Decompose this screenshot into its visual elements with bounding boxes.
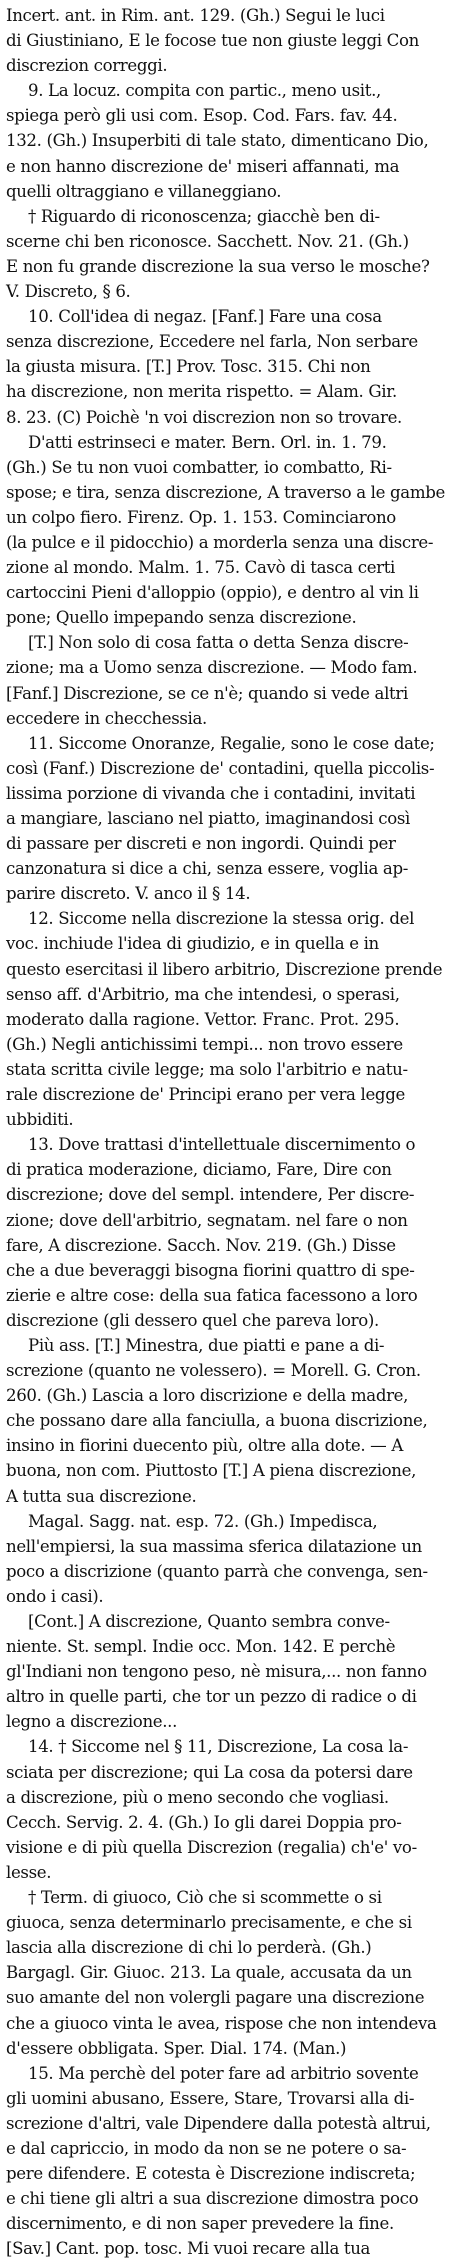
text-line: 12. Siccome nella discrezione la stessa orig. del [28, 909, 415, 929]
text-line: (Gh.) Negli antichissimi tempi... non trovo essere [6, 1034, 403, 1054]
text-line: discernimento, e di non saper prevedere la fine. [6, 2214, 394, 2234]
text-line: Incert. ant. in Rim. ant. 129. (Gh.) Segui le luci [6, 6, 385, 25]
text-line: [Cont.] A discrezione, Quanto sembra conve- [28, 1612, 390, 1631]
text-line: spose; e tira, senza discrezione, A traverso a le gambe [6, 482, 445, 502]
text-line: 14. † Siccome nel § 11, Discrezione, La cosa la- [28, 1737, 409, 1757]
text-line: D'atti estrinseci e mater. Bern. Orl. in. 1. 79. [28, 432, 387, 452]
text-line: zione al mondo. Malm. 1. 75. Cavò di tasca certi [6, 558, 396, 578]
text-line: legno a discrezione... [6, 1712, 178, 1732]
text-line: (Gh.) Se tu non vuoi combatter, io combatto, Ri- [6, 457, 392, 477]
text-line: zione; dove dell'arbitrio, segnatam. nel fare o non [6, 1210, 408, 1230]
text-line: rale discrezione de' Principi erano per vera legge [6, 1085, 405, 1105]
text-line: E non fu grande discrezione la sua verso le mosche? [6, 256, 430, 276]
text-line: 260. (Gh.) Lascia a loro discrizione e della madre, [6, 1386, 409, 1406]
text-line: insino in fiorini duecento più, oltre alla dote. — A [6, 1436, 403, 1456]
text-line: moderato dalla ragione. Vettor. Franc. Prot. 295. [6, 1009, 400, 1029]
text-line: senza discrezione, Eccedere nel farla, Non serbare [6, 332, 418, 352]
text-line: scerne chi ben riconosce. Sacchett. Nov. 21. (Gh.) [6, 231, 409, 251]
text-line: 8. 23. (C) Poichè 'n voi discrezion non so trovare. [6, 407, 402, 427]
text-line: Cecch. Servig. 2. 4. (Gh.) Io gli darei Doppia pro- [6, 1812, 402, 1832]
text-line: lascia alla discrezione di chi lo perderà. (Gh.) [6, 1938, 372, 1958]
text-line: 13. Dove trattasi d'intellettuale discernimento o [28, 1135, 416, 1155]
dictionary-column [6, 3, 465, 2261]
text-line: discrezione (gli dessero quel che pareva loro). [6, 1310, 379, 1330]
text-line: [T.] Non solo di cosa fatta o detta Senza discre- [28, 633, 409, 653]
text-line: suo amante del non volergli pagare una discrezione [6, 1988, 425, 2008]
text-line: canzonatura si dice a chi, senza essere, voglia ap- [6, 859, 409, 879]
text-line: 9. La locuz. compita con partic., meno usit., [28, 81, 381, 101]
text-line: di Giustiniano, E le focose tue non giuste leggi Con [6, 31, 419, 51]
text-line: pone; Quello impepando senza discrezione. [6, 608, 357, 628]
text-line: di passare per discreti e non ingordi. Quindi per [6, 834, 396, 854]
text-line: quelli oltraggiano e villaneggiano. [6, 181, 282, 201]
text-line: che a giuoco vinta le avea, rispose che non intendeva [6, 2013, 437, 2033]
text-line: V. Discreto, § 6. [6, 282, 131, 302]
text-line: gl'Indiani non tengono peso, nè misura,... non fanno [6, 1662, 427, 1682]
text-line: 11. Siccome Onoranze, Regalie, sono le cose date; [28, 733, 435, 753]
text-line: discrezion correggi. [6, 56, 168, 76]
text-line: 132. (Gh.) Insuperbiti di tale stato, dimenticano Dio, [6, 131, 429, 151]
text-line: † Riguardo di riconoscenza; giacchè ben di- [28, 206, 380, 226]
text-line: la giusta misura. [T.] Prov. Tosc. 315. Chi non [6, 357, 371, 377]
text-line: poco a discrizione (quanto parrà che convenga, sen- [6, 1561, 428, 1581]
text-line: lissima porzione di vivanda che i contadini, invitati [6, 783, 416, 803]
text-line: A tutta sua discrezione. [6, 1486, 197, 1506]
text-line: a mangiare, lasciano nel piatto, imaginandosi così [6, 809, 411, 828]
text-line: Bargagl. Gir. Giuoc. 213. La quale, accusata da un [6, 1963, 412, 1983]
text-line: altro in quelle parti, che tor un pezzo di radice o di [6, 1687, 417, 1707]
text-line: [Fanf.] Discrezione, se ce n'è; quando si vede altri [6, 683, 408, 703]
text-line: che possano dare alla fanciulla, a buona discrizione, [6, 1411, 428, 1431]
text-line: ha discrezione, non merita rispetto. = Alam. Gir. [6, 382, 397, 402]
text-line: a discrezione, più o meno secondo che vogliasi. [6, 1787, 389, 1807]
text-line: screzione (quanto ne volessero). = Morell. G. Cron. [6, 1361, 421, 1381]
text-line: (la pulce e il pidocchio) a morderla senza una discre- [6, 532, 434, 552]
text-line: lesse. [6, 1862, 52, 1882]
text-line: 15. Ma perchè del poter fare ad arbitrio sovente [28, 2063, 419, 2083]
text-line: visione e di più quella Discrezion (regalia) ch'e' vo- [6, 1837, 417, 1857]
text-line: un colpo fiero. Firenz. Op. 1. 153. Cominciarono [6, 507, 396, 527]
text-line: d'essere obbligata. Sper. Dial. 174. (Man.) [6, 2038, 347, 2058]
text-line: discrezione; dove del sempl. intendere, Per discre- [6, 1185, 415, 1205]
text-line: nell'empiersi, la sua massima sferica dilatazione un [6, 1536, 422, 1556]
text-line: eccedere in checchessia. [6, 708, 207, 728]
text-line: sciata per discrezione; qui La cosa da potersi dare [6, 1762, 413, 1782]
text-line: stata scritta civile legge; ma solo l'arbitrio e natu- [6, 1059, 408, 1079]
text-line: [Sav.] Cant. pop. tosc. Mi vuoi recare alla tua [6, 2239, 371, 2259]
text-line: pere difendere. E cotesta è Discrezione indiscreta; [6, 2164, 416, 2184]
text-line: 10. Coll'idea di negaz. [Fanf.] Fare una cosa [28, 307, 382, 327]
text-line: zierie e altre cose: della sua fatica facessono a loro [6, 1285, 418, 1305]
text-line: voc. inchiude l'idea di giudizio, e in quella e in [6, 934, 379, 954]
text-line: così (Fanf.) Discrezione de' contadini, quella piccolis- [6, 758, 435, 778]
text-line: † Term. di giuoco, Ciò che si scommette o si [28, 1888, 382, 1908]
text-line: fare, A discrezione. Sacch. Nov. 219. (Gh.) Disse [6, 1235, 396, 1255]
text-line: zione; ma a Uomo senza discrezione. — Modo fam. [6, 658, 418, 678]
text-line: Più ass. [T.] Minestra, due piatti e pane a di- [28, 1335, 385, 1355]
text-line: parire discreto. V. anco il § 14. [6, 884, 251, 904]
text-line: cartoccini Pieni d'alloppio (oppio), e dentro al vin li [6, 583, 419, 603]
text-line: screzione d'altri, vale Dipendere dalla potestà altrui, [6, 2113, 431, 2133]
text-line: ondo i casi). [6, 1586, 104, 1606]
text-line: Magal. Sagg. nat. esp. 72. (Gh.) Impedisca, [28, 1511, 378, 1531]
text-line: che a due beveraggi bisogna fiorini quattro di spe- [6, 1260, 415, 1280]
text-line: niente. St. sempl. Indie occ. Mon. 142. E perchè [6, 1637, 396, 1657]
text-line: e dal capriccio, in modo da non se ne potere o sa- [6, 2138, 407, 2158]
text-line: senso aff. d'Arbitrio, ma che intendesi, o sperasi, [6, 984, 400, 1004]
text-line: di pratica moderazione, diciamo, Fare, Dire con [6, 1160, 392, 1180]
text-line: questo esercitasi il libero arbitrio, Discrezione prende [6, 959, 443, 979]
text-line: ubbiditi. [6, 1110, 74, 1130]
text-line: giuoca, senza determinarlo precisamente, e che si [6, 1913, 412, 1933]
text-line: e chi tiene gli altri a sua discrezione dimostra poco [6, 2189, 419, 2209]
text-line: e non hanno discrezione de' miseri affannati, ma [6, 156, 400, 176]
text-line: buona, non com. Piuttosto [T.] A piena discrezione, [6, 1461, 417, 1481]
text-line: gli uomini abusano, Essere, Stare, Trovarsi alla di- [6, 2088, 415, 2108]
text-line: spiega però gli usi com. Esop. Cod. Fars. fav. 44. [6, 106, 398, 126]
